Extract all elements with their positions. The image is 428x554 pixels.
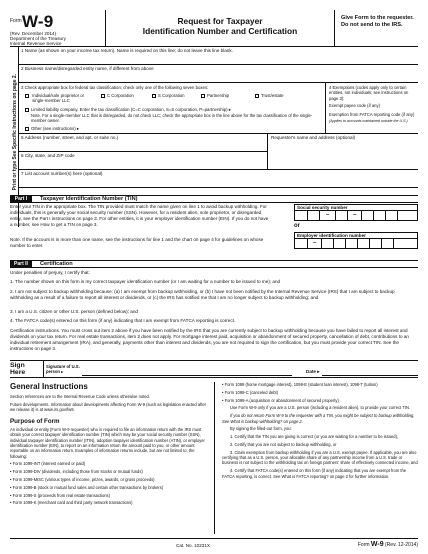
department-name: Department of the Treasury: [10, 36, 66, 41]
llc-label: Limited liability company. Enter the tax classification (C=C corporation, S=S corporation, P=partnership) ▸: [31, 107, 231, 112]
line6-label: 6 City, state, and ZIP code: [21, 153, 75, 158]
form-header: [10, 10, 418, 47]
other-label: Other (see instructions) ▸: [31, 126, 80, 131]
part1-title: Taxpayer Identification Number (TIN): [40, 196, 138, 202]
other-checkbox-row[interactable]: [25, 126, 79, 131]
individual-checkbox-row[interactable]: [25, 93, 94, 104]
purpose-text: An individual or entity (Form W-9 requester) who is required to file an information return with the IRS must obtain your correct taxpayer identification number (TIN) which may be your social security number (SSN), individual taxpayer identification number (ITIN), adoption taxpayer identification number (ATIN), or employer identification number (EIN), to report on an information return the amount paid to you, or other amount reportable on an information return. Examples of information returns include, but are not limited to, the following:: [10, 427, 205, 459]
cert-intro: Under penalties of perjury, I certify that:: [10, 270, 90, 275]
right-bullet: • Form 1099-C (canceled debt): [222, 390, 418, 395]
scorp-checkbox-row[interactable]: [152, 93, 185, 98]
by-signing-text: By signing the filled-out form, you:: [230, 426, 292, 432]
line4-label: 4 Exemptions (codes apply only to certain entities, not individuals; see instructions on page 3):: [329, 85, 409, 101]
left-bullet: • Form 1099-MISC (various types of income, prizes, awards, or gross proceeds): [10, 477, 206, 482]
exempt-payee-label[interactable]: Exempt payee code (if any): [329, 103, 380, 109]
ssn-label: Social security number: [294, 204, 418, 210]
part2-header: [10, 260, 418, 268]
catalog-number: Cat. No. 10231X: [176, 543, 210, 548]
trust-label: Trust/estate: [261, 93, 284, 98]
part2-label: Part II: [10, 261, 32, 267]
left-bullet: • Form 1099-DIV (dividends, including those from stocks or mutual funds): [10, 469, 206, 474]
llc-checkbox[interactable]: [25, 108, 29, 112]
instructions-left-column: [10, 394, 206, 415]
form-title-line2: Identification Number and Certification: [142, 26, 298, 37]
line7-account-field[interactable]: [19, 170, 418, 188]
form-word: Form: [10, 18, 22, 24]
date-label: Date ▸: [306, 369, 320, 374]
individual-checkbox[interactable]: [25, 94, 29, 98]
cert-item-2: 2. I am not subject to backup withholding because: (a) I am exempt from backup withholding, or (b) I have not been notified by the Internal Revenue Service (IRS) that I am subject to backup withholding as a result of a failure to report all interest or dividends, or (c) the IRS has notified me that I am no longer subject to backup withholding; and: [10, 289, 395, 300]
line3-classification-block: [19, 83, 326, 134]
fatca-code-label[interactable]: Exemption from FATCA reporting code (if any): [329, 111, 415, 117]
signing-item-2: 2. Certify that you are not subject to backup withholding, or: [230, 442, 337, 447]
or-label: or: [294, 223, 300, 229]
date-field[interactable]: [322, 365, 418, 376]
footer-form-word: Form: [357, 542, 370, 548]
line4-exemptions-block: [326, 83, 418, 134]
purpose-heading: Purpose of Form: [10, 418, 60, 425]
ssn-dash-1: –: [326, 212, 330, 218]
right-bullet: • Form 1098 (home mortgage interest), 1098-E (student loan interest), 1098-T (tuition): [222, 382, 418, 387]
form-number: W-9: [22, 12, 54, 31]
line2-label: 2 Business name/disregarded entity name, if different from above: [21, 66, 154, 71]
left-bullet: • Form 1099-INT (interest earned or paid): [10, 461, 206, 466]
signature-field[interactable]: [82, 365, 292, 376]
line5-label: 5 Address (number, street, and apt. or suite no.): [21, 135, 119, 140]
scorp-checkbox[interactable]: [152, 94, 156, 98]
part1-text: Enter your TIN in the appropriate box. The TIN provided must match the name given on line 1 to avoid backup withholding. For individuals, this is generally your social security number (SSN). However, for a resident alien, sole proprietor, or disregarded entity, see the Part I instructions on page 3. For other entities, it is your employer identification number (EIN). If you do not have a number, see How to get a TIN on page 3.: [10, 204, 269, 227]
form-id-block: [10, 10, 106, 47]
left-bullet: • Form 1099-B (stock or mutual fund sales and certain other transactions by brokers): [10, 485, 206, 490]
part2-title: Certification: [40, 261, 73, 267]
partnership-checkbox-row[interactable]: [201, 93, 229, 98]
form-title-line1: Request for Taxpayer: [177, 16, 263, 26]
other-checkbox[interactable]: [25, 127, 29, 131]
cert-item-4: 4. The FATCA code(s) entered on this form (if any) indicating that I am exempt from FATCA reporting is correct.: [10, 318, 236, 323]
sign-block: [10, 360, 418, 378]
partnership-checkbox[interactable]: [201, 94, 205, 98]
side-instructions-text: Print or type See Specific Instructions on page 2.: [11, 73, 18, 191]
partnership-label: Partnership: [207, 93, 229, 98]
left-bullet: • Form 1099-K (merchant card and third party network transactions): [10, 500, 206, 505]
fatca-applies-note: (Applies to accounts maintained outside the U.S.): [329, 119, 408, 124]
right-bullet: • Form 1099-A (acquisition or abandonment of secured property): [222, 398, 418, 403]
cert-item-1: 1. The number shown on this form is my correct taxpayer identification number (or I am waiting for a number to be issued to me); and: [10, 279, 281, 284]
ein-input[interactable]: [294, 238, 418, 249]
footer-form-id: [358, 541, 418, 550]
individual-label: Individual/sole proprietor or single-member LLC: [32, 93, 85, 104]
line2-business-name-field[interactable]: [19, 65, 418, 83]
left-bullet: • Form 1099-S (proceeds from real estate transactions): [10, 493, 206, 498]
part1-header: [10, 195, 418, 203]
requester-box[interactable]: [267, 134, 418, 170]
purpose-column: [10, 427, 206, 508]
ccorp-checkbox-row[interactable]: [101, 93, 134, 98]
scorp-label: S Corporation: [158, 93, 185, 98]
ssn-dash-2: –: [353, 212, 357, 218]
trust-checkbox[interactable]: [255, 94, 259, 98]
signing-item-3: 3. Claim exemption from backup withholding if you are a U.S. exempt payee. If applicable, you are also certifying that as a U.S. person, your allocable share of any partnership income from a U.S. trade or business is not subject to the withholding tax on foreign partners' share of effectively connected income, and: [222, 449, 418, 466]
cert-item-3: 3. I am a U.S. citizen or other U.S. person (defined below); and: [10, 309, 138, 314]
section-references: Section references are to the Internal Revenue Code unless otherwise noted.: [10, 394, 150, 399]
general-instructions-heading: General Instructions: [10, 382, 88, 391]
ssn-input[interactable]: [294, 210, 418, 221]
future-developments: Future developments. Information about developments affecting Form W-9 (such as legislation enacted after we release it) is at www.irs.gov/fw9.: [10, 401, 206, 413]
line6-city-field[interactable]: [19, 152, 267, 170]
footer-form-number: W-9: [370, 541, 384, 548]
instructions-right-column: [222, 382, 418, 481]
revision-date: (Rev. December 2014): [10, 31, 57, 36]
ccorp-checkbox[interactable]: [101, 94, 105, 98]
trust-checkbox-row[interactable]: [255, 93, 284, 98]
give-form-note: Give Form to the requester. Do not send to the IRS.: [334, 10, 418, 47]
line5-address-field[interactable]: [19, 134, 267, 152]
line1-label: 1 Name (as shown on your income tax return). Name is required on this line; do not leave this line blank.: [21, 48, 233, 53]
if-not-return-text: If you do not return Form W-9 to the requester with a TIN, you might be subject to backup withholding. See What is backup withholding? on page 2.: [222, 413, 415, 424]
signing-item-4: 4. Certify that FATCA code(s) entered on this form (if any) indicating that you are exempt from the FATCA reporting, is correct. See What is FATCA reporting? on page 2 for further information.: [222, 468, 407, 479]
line1-name-field[interactable]: [19, 47, 418, 65]
requester-label: Requester's name and address (optional): [271, 135, 356, 140]
ein-label: Employer identification number: [294, 232, 418, 238]
signing-item-1: 1. Certify that the TIN you are giving is correct (or you are waiting for a number to be issued),: [230, 434, 399, 440]
ein-dash: –: [313, 240, 317, 246]
line3-label: 3 Check appropriate box for federal tax classification; check only one of the following seven boxes:: [21, 85, 209, 90]
cert-instructions: Certification instructions. You must cross out item 2 above if you have been notified by the IRS that you are currently subject to backup withholding because you have failed to report all interest and dividends on your tax return. For real estate transactions, item 2 does not apply. For mortgage interest paid, acquisition or abandonment of secured property, cancellation of debt, contributions to an individual retirement arrangement (IRA), and generally, payments other than interest and dividends, you are not required to sign the certification, but you must provide your correct TIN. See the instructions on page 3.: [10, 328, 409, 351]
line7-label: 7 List account number(s) here (optional): [21, 171, 103, 176]
llc-checkbox-row[interactable]: [25, 107, 231, 112]
agency-name: Internal Revenue Service: [10, 41, 62, 46]
form-title: [106, 16, 334, 36]
part1-label: Part I: [10, 196, 32, 202]
part1-note: Note. If the account is in more than one name, see the instructions for line 1 and the chart on page 4 for guidelines on whose number to enter.: [10, 237, 264, 248]
sign-here-label: Sign Here: [10, 362, 26, 377]
llc-note: Note. For a single-member LLC that is disregarded, do not check LLC; check the appropriate box in the line above for the tax classification of the single-member owner.: [31, 113, 313, 124]
signature-label: Signature of U.S. person ▸: [46, 364, 80, 375]
use-w9-text: Use Form W-9 only if you are a U.S. person (including a resident alien), to provide your correct TIN.: [230, 405, 411, 411]
ccorp-label: C Corporation: [107, 93, 134, 98]
footer-revision: (Rev. 12-2014): [385, 542, 418, 548]
